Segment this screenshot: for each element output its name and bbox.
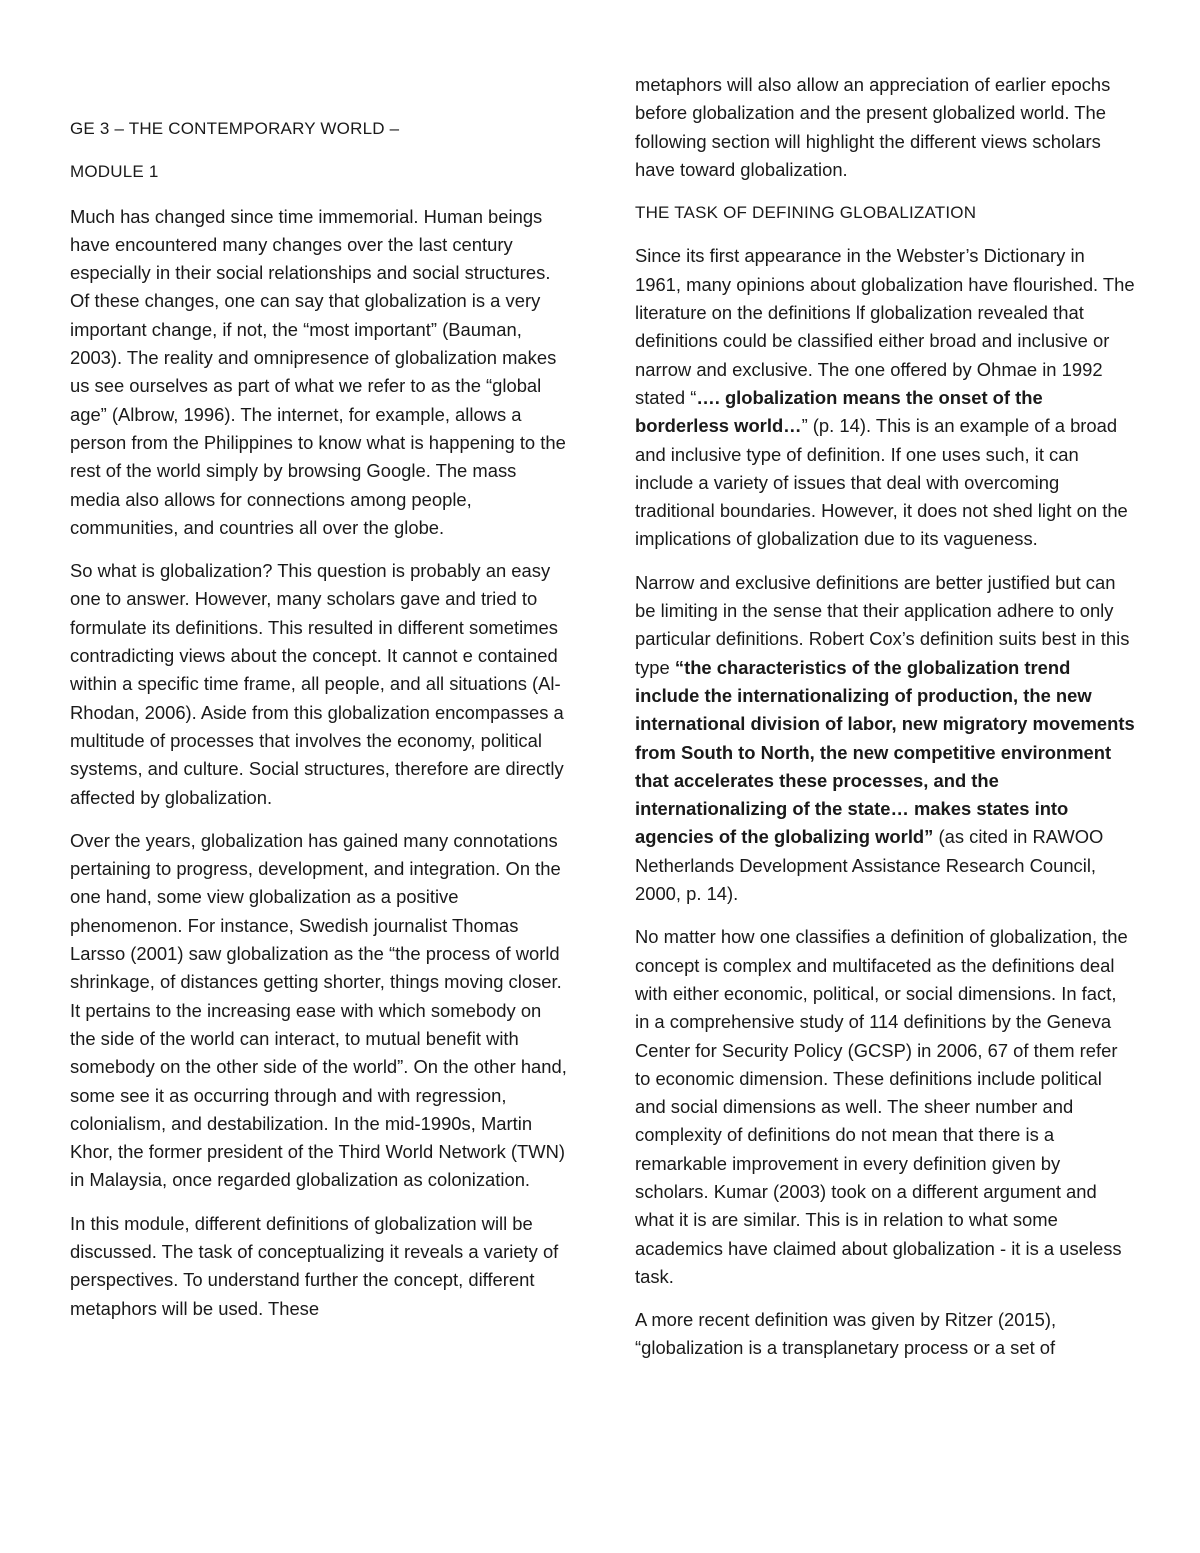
right-column bbox=[635, 71, 1135, 1378]
module-label: MODULE 1 bbox=[70, 162, 159, 182]
paragraph-narrow-definitions bbox=[635, 569, 1135, 909]
paragraph-classification: No matter how one classifies a definition of globalization, the concept is complex and multifaceted as the definitions deal with either economic, political, or social dimensions. In fact, in a comprehensive study of 114 definitions by the Geneva Center for Security Policy (GCSP) in 2006, 67 of them refer to economic dimension. These definitions include political and social dimensions as well. The sheer number and complexity of definitions do not mean that there is a remarkable improvement in every definition given by scholars. Kumar (2003) took on a different argument and what it is are similar. This is in relation to what some academics have claimed about globalization - it is a useless task. bbox=[635, 926, 1128, 1287]
text-run: Narrow and exclusive definitions are better justified but can be limiting in the sense that their application adhere to only particular definitions. Robert Cox’s definition suits best in this type bbox=[635, 571, 1130, 678]
paragraph-metaphors: metaphors will also allow an appreciation of earlier epochs before globalization and the present globalized world. The following section will highlight the different views scholars have toward globalization. bbox=[635, 74, 1111, 180]
paragraph-what-is-globalization: So what is globalization? This question is probably an easy one to answer. However, many scholars gave and tried to formulate its definitions. This resulted in different sometimes contradicting views about the concept. It cannot e contained within a specific time frame, all people, and all situations (Al-Rhodan, 2006). Aside from this globalization encompasses a multitude of processes that involves the economy, political systems, and culture. Social structures, therefore are directly affected by globalization. bbox=[70, 560, 564, 808]
paragraph-ritzer: A more recent definition was given by Ritzer (2015), “globalization is a transplanetary process or a set of bbox=[635, 1309, 1057, 1359]
ohmae-quote: …. globalization means the onset of the borderless world… bbox=[635, 386, 1043, 437]
text-run: Since its first appearance in the Webster’s Dictionary in 1961, many opinions about globalization have flourished. The literature on the definitions lf globalization revealed that definitions could be classified either broad and inclusive or narrow and exclusive. The one offered by Ohmae in 1992 stated “ bbox=[635, 245, 1135, 408]
cox-quote: “the characteristics of the globalization trend include the internationalizing of production, the new international division of labor, new migratory movements from South to North, the new competitive environment that accelerates these processes, and the internationalizing of the state… makes states into agencies of the globalizing world” bbox=[635, 656, 1135, 848]
paragraph-module-overview: In this module, different definitions of globalization will be discussed. The task of conceptualizing it reveals a variety of perspectives. To understand further the concept, different metaphors will be used. These bbox=[70, 1212, 559, 1319]
text-run: (as cited in RAWOO Netherlands Development Assistance Research Council, 2000, p. 14). bbox=[635, 826, 1104, 905]
paragraph-intro: Much has changed since time immemorial. Human beings have encountered many changes over the last century especially in their social relationships and social structures. Of these changes, one can say that globalization is a very important change, if not, the “most important” (Bauman, 2003). The reality and omnipresence of globalization makes us see ourselves as part of what we refer to as the “global age” (Albrow, 1996). The internet, for example, allows a person from the Philippines to know what is happening to the rest of the world simply by browsing Google. The mass media also allows for connections among people, communities, and countries all over the globe. bbox=[70, 205, 566, 538]
left-column bbox=[70, 115, 570, 1338]
section-heading: THE TASK OF DEFINING GLOBALIZATION bbox=[635, 203, 977, 223]
paragraph-webster-definition bbox=[635, 242, 1135, 553]
course-title: GE 3 – THE CONTEMPORARY WORLD – bbox=[70, 119, 400, 138]
text-run: ” (p. 14). This is an example of a broad and inclusive type of definition. If one uses such, it can include a variety of issues that deal with overcoming traditional boundaries. However, it does not shed light on the implications of globalization due to its vagueness. bbox=[635, 415, 1128, 550]
paragraph-connotations: Over the years, globalization has gained many connotations pertaining to progress, development, and integration. On the one hand, some view globalization as a positive phenomenon. For instance, Swedish journalist Thomas Larsso (2001) saw globalization as the “the process of world shrinkage, of distances getting shorter, things moving closer. It pertains to the increasing ease with which somebody on the side of the world can interact, to mutual benefit with somebody on the other side of the world”. On the other hand, some see it as occurring through and with regression, colonialism, and destabilization. In the mid-1990s, Martin Khor, the former president of the Third World Network (TWN) in Malaysia, once regarded globalization as colonization. bbox=[70, 829, 567, 1191]
